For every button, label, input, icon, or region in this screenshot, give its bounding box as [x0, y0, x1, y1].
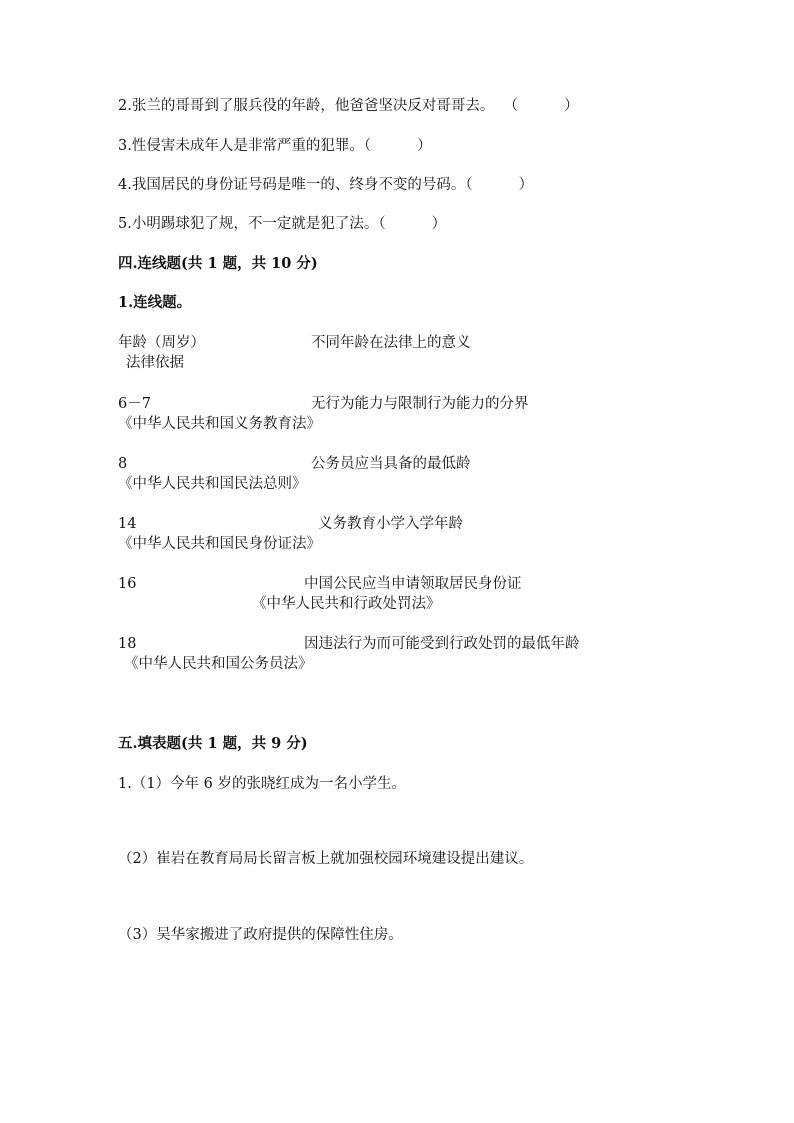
age-cell: 8 [118, 456, 128, 472]
judge-item-5: 5.小明踢球犯了规，不一定就是犯了法。（ ） [118, 216, 447, 232]
section-4-question: 1.连线题。 [118, 294, 192, 311]
law-cell: 《中华人民共和行政处罚法》 [252, 596, 441, 612]
law-cell: 《中华人民共和国公务员法》 [124, 656, 313, 672]
age-cell: 6－7 [118, 396, 151, 412]
meaning-cell: 因违法行为而可能受到行政处罚的最低年龄 [304, 636, 580, 652]
age-cell: 18 [118, 636, 137, 652]
meaning-cell: 中国公民应当申请领取居民身份证 [304, 576, 522, 592]
meaning-cell: 无行为能力与限制行为能力的分界 [311, 396, 529, 412]
age-cell: 14 [118, 516, 137, 532]
column-header-age: 年龄（周岁） [118, 335, 205, 351]
fill-item-3: （3）吴华家搬进了政府提供的保障性住房。 [118, 927, 403, 943]
law-cell: 《中华人民共和国义务教育法》 [118, 416, 321, 432]
fill-item-2: （2）崔岩在教育局局长留言板上就加强校园环境建设提出建议。 [118, 851, 534, 867]
judge-item-3: 3.性侵害未成年人是非常严重的犯罪。（ ） [118, 138, 432, 154]
age-cell: 16 [118, 576, 137, 592]
section-4-heading: 四.连线题(共 1 题，共 10 分) [118, 255, 318, 272]
column-header-meaning: 不同年龄在法律上的意义 [311, 335, 471, 351]
law-cell: 《中华人民共和国民身份证法》 [118, 536, 321, 552]
section-5-heading: 五.填表题(共 1 题，共 9 分) [118, 735, 308, 752]
meaning-cell: 公务员应当具备的最低龄 [311, 456, 471, 472]
judge-item-4: 4.我国居民的身份证号码是唯一的、终身不变的号码。（ ） [118, 177, 534, 193]
meaning-cell: 义务教育小学入学年龄 [318, 516, 463, 532]
fill-item-1: 1.（1）今年 6 岁的张晓红成为一名小学生。 [118, 776, 407, 792]
column-header-law: 法律依据 [126, 355, 184, 371]
law-cell: 《中华人民共和国民法总则》 [118, 476, 307, 492]
judge-item-2: 2.张兰的哥哥到了服兵役的年龄，他爸爸坚决反对哥哥去。 （ ） [118, 98, 579, 114]
